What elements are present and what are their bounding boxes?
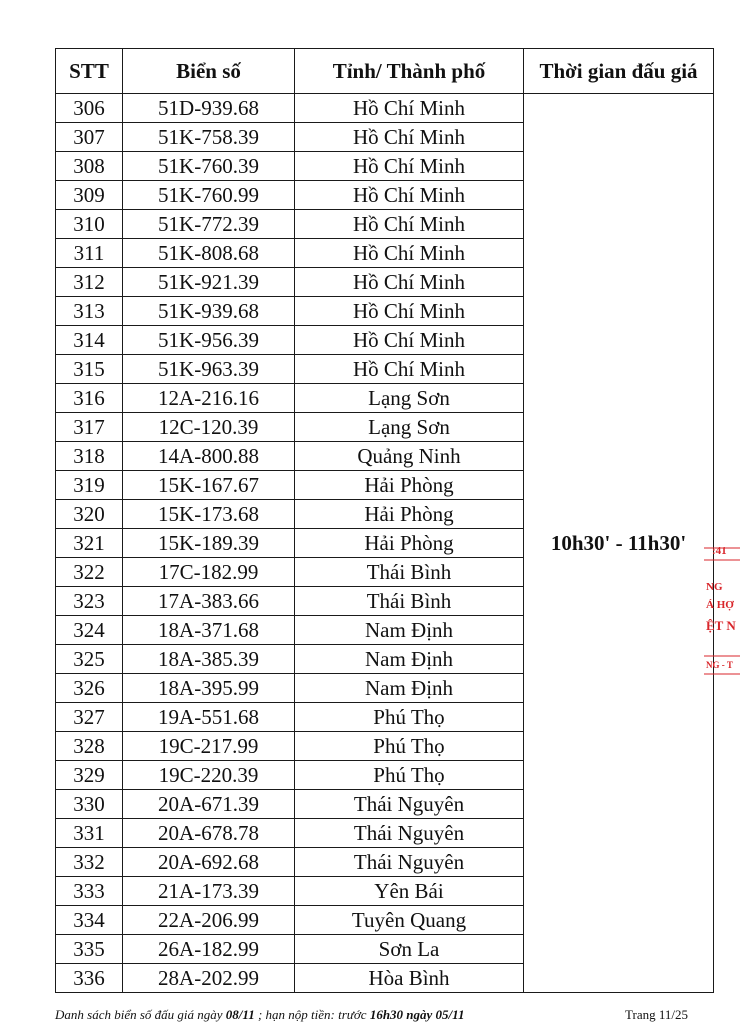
cell-plate: 12A-216.16 [123, 384, 295, 413]
cell-province: Nam Định [295, 674, 524, 703]
header-province: Tỉnh/ Thành phố [295, 49, 524, 94]
cell-plate: 51D-939.68 [123, 94, 295, 123]
cell-plate: 26A-182.99 [123, 935, 295, 964]
cell-stt: 308 [56, 152, 123, 181]
cell-stt: 326 [56, 674, 123, 703]
page-footer [55, 1007, 688, 1023]
cell-stt: 320 [56, 500, 123, 529]
cell-stt: 323 [56, 587, 123, 616]
table-body [56, 94, 714, 993]
cell-stt: 311 [56, 239, 123, 268]
cell-stt: 327 [56, 703, 123, 732]
cell-stt: 307 [56, 123, 123, 152]
cell-stt: 333 [56, 877, 123, 906]
cell-plate: 15K-173.68 [123, 500, 295, 529]
cell-stt: 317 [56, 413, 123, 442]
cell-province: Hồ Chí Minh [295, 239, 524, 268]
cell-plate: 51K-760.99 [123, 181, 295, 210]
cell-stt: 328 [56, 732, 123, 761]
footer-prefix: Danh sách biển số đấu giá ngày [55, 1007, 226, 1022]
cell-stt: 309 [56, 181, 123, 210]
cell-plate: 18A-385.39 [123, 645, 295, 674]
cell-province: Tuyên Quang [295, 906, 524, 935]
plate-table [55, 48, 714, 993]
cell-province: Hồ Chí Minh [295, 181, 524, 210]
page-number: Trang 11/25 [625, 1007, 688, 1022]
cell-auction-time: 10h30' - 11h30' [524, 94, 714, 993]
cell-plate: 51K-772.39 [123, 210, 295, 239]
cell-plate: 20A-692.68 [123, 848, 295, 877]
cell-province: Hải Phòng [295, 471, 524, 500]
cell-stt: 319 [56, 471, 123, 500]
cell-province: Yên Bái [295, 877, 524, 906]
cell-stt: 313 [56, 297, 123, 326]
cell-plate: 17A-383.66 [123, 587, 295, 616]
cell-province: Thái Nguyên [295, 790, 524, 819]
stamp-text-fragment: NG [706, 581, 723, 593]
cell-stt: 329 [56, 761, 123, 790]
cell-province: Hòa Bình [295, 964, 524, 993]
stamp-text-fragment: NG - T [706, 660, 733, 670]
header-plate: Biển số [123, 49, 295, 94]
cell-province: Hồ Chí Minh [295, 297, 524, 326]
footer-deadline: 16h30 ngày 05/11 [369, 1007, 465, 1022]
cell-province: Thái Nguyên [295, 848, 524, 877]
cell-province: Hải Phòng [295, 529, 524, 558]
cell-stt: 336 [56, 964, 123, 993]
cell-stt: 331 [56, 819, 123, 848]
cell-province: Phú Thọ [295, 732, 524, 761]
header-stt: STT [56, 49, 123, 94]
cell-province: Hồ Chí Minh [295, 355, 524, 384]
cell-province: Hồ Chí Minh [295, 123, 524, 152]
cell-plate: 14A-800.88 [123, 442, 295, 471]
cell-province: Hải Phòng [295, 500, 524, 529]
cell-stt: 322 [56, 558, 123, 587]
cell-province: Hồ Chí Minh [295, 326, 524, 355]
cell-stt: 321 [56, 529, 123, 558]
cell-plate: 28A-202.99 [123, 964, 295, 993]
cell-plate: 21A-173.39 [123, 877, 295, 906]
cell-province: Hồ Chí Minh [295, 210, 524, 239]
cell-plate: 51K-760.39 [123, 152, 295, 181]
cell-stt: 335 [56, 935, 123, 964]
cell-stt: 324 [56, 616, 123, 645]
cell-stt: 306 [56, 94, 123, 123]
red-stamp-fragment [700, 540, 740, 680]
cell-province: Sơn La [295, 935, 524, 964]
cell-province: Phú Thọ [295, 761, 524, 790]
footer-middle: ; hạn nộp tiền: trước [254, 1007, 370, 1022]
cell-province: Quảng Ninh [295, 442, 524, 471]
cell-plate: 51K-963.39 [123, 355, 295, 384]
cell-province: Phú Thọ [295, 703, 524, 732]
cell-province: Lạng Sơn [295, 413, 524, 442]
header-auction-time: Thời gian đấu giá [524, 49, 714, 94]
cell-stt: 330 [56, 790, 123, 819]
cell-plate: 51K-956.39 [123, 326, 295, 355]
cell-stt: 325 [56, 645, 123, 674]
cell-plate: 18A-371.68 [123, 616, 295, 645]
cell-plate: 15K-189.39 [123, 529, 295, 558]
cell-plate: 19C-220.39 [123, 761, 295, 790]
cell-province: Hồ Chí Minh [295, 152, 524, 181]
cell-province: Hồ Chí Minh [295, 94, 524, 123]
table-row [56, 94, 714, 123]
cell-stt: 314 [56, 326, 123, 355]
table-header-row [56, 49, 714, 94]
footer-note [55, 1007, 464, 1023]
cell-stt: 334 [56, 906, 123, 935]
cell-plate: 51K-758.39 [123, 123, 295, 152]
cell-plate: 15K-167.67 [123, 471, 295, 500]
cell-province: Thái Bình [295, 587, 524, 616]
cell-plate: 18A-395.99 [123, 674, 295, 703]
cell-plate: 51K-808.68 [123, 239, 295, 268]
cell-plate: 12C-120.39 [123, 413, 295, 442]
footer-auction-date: 08/11 [225, 1007, 255, 1022]
cell-plate: 22A-206.99 [123, 906, 295, 935]
cell-province: Lạng Sơn [295, 384, 524, 413]
cell-province: Hồ Chí Minh [295, 268, 524, 297]
cell-province: Nam Định [295, 616, 524, 645]
cell-province: Nam Định [295, 645, 524, 674]
cell-province: Thái Nguyên [295, 819, 524, 848]
cell-plate: 19C-217.99 [123, 732, 295, 761]
cell-stt: 315 [56, 355, 123, 384]
cell-stt: 332 [56, 848, 123, 877]
cell-province: Thái Bình [295, 558, 524, 587]
stamp-text-fragment: Á HỢ [706, 599, 734, 611]
cell-plate: 20A-671.39 [123, 790, 295, 819]
cell-stt: 312 [56, 268, 123, 297]
stamp-text-fragment: ỆT N [706, 618, 736, 633]
cell-plate: 17C-182.99 [123, 558, 295, 587]
cell-plate: 51K-921.39 [123, 268, 295, 297]
cell-plate: 51K-939.68 [123, 297, 295, 326]
cell-stt: 318 [56, 442, 123, 471]
cell-plate: 20A-678.78 [123, 819, 295, 848]
cell-plate: 19A-551.68 [123, 703, 295, 732]
stamp-text-fragment: :41 [712, 545, 727, 557]
cell-stt: 316 [56, 384, 123, 413]
cell-stt: 310 [56, 210, 123, 239]
